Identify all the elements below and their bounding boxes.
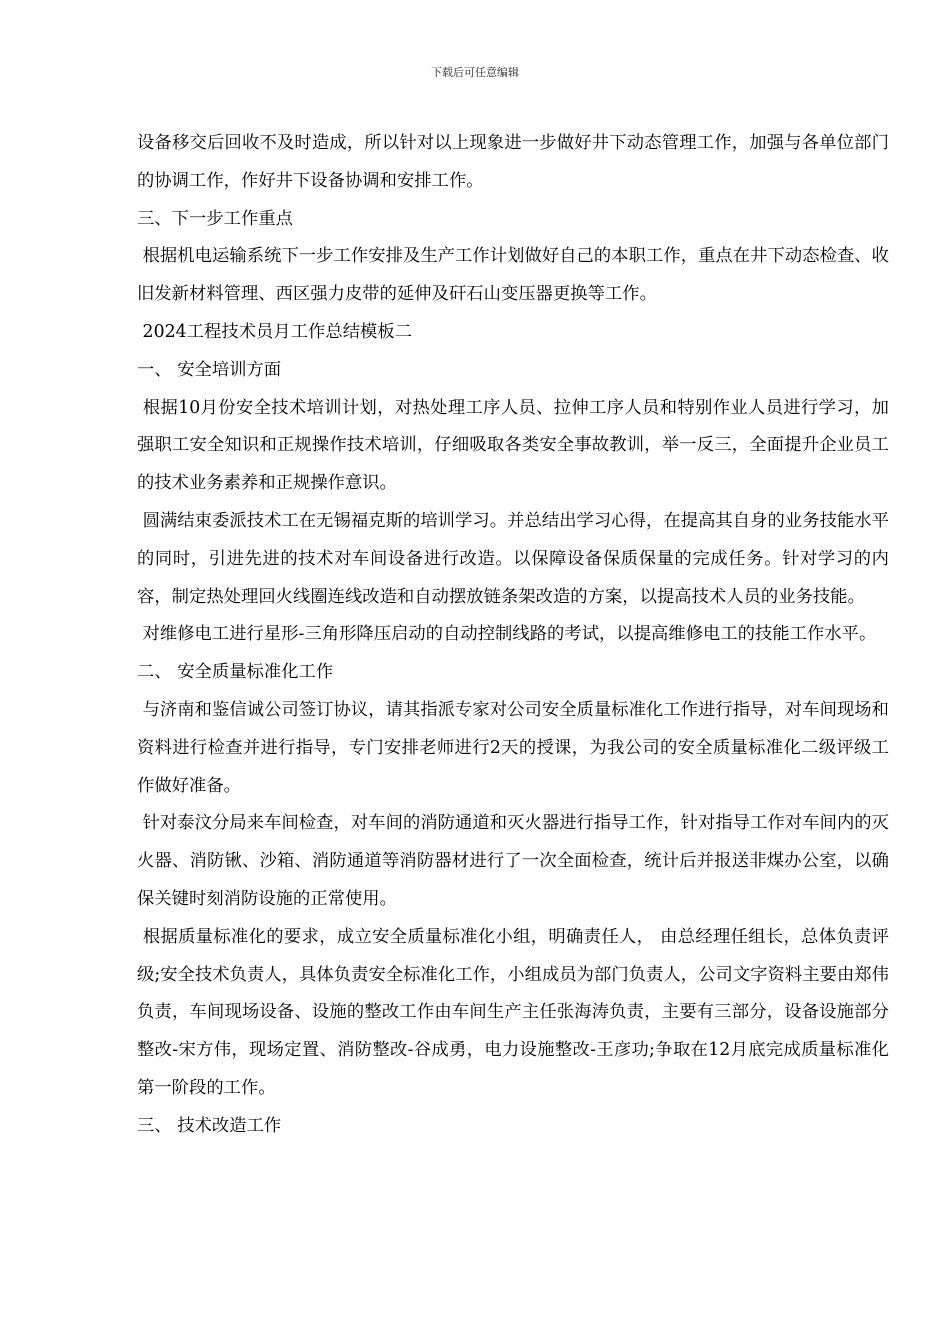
- page-header: 下载后可任意编辑: [431, 66, 519, 79]
- section-heading-safety-training: 一、 安全培训方面: [137, 359, 282, 380]
- paragraph: 根据质量标准化的要求，成立安全质量标准化小组，明确责任人， 由总经理任组长，总体负责评级;安全技术负责人，具体负责安全标准化工作，小组成员为部门负责人，公司文字资料主要由郑伟负责，车间现场设备、设施的整改工作由车间生产主任张海涛负责，主要有三部分，设备设施部分整改-宋方伟，现场定置、消防整改-谷成勇，电力设施整改-王彦功;争取在12月底完成质量标准化第一阶段的工作。: [137, 926, 889, 1098]
- section-heading-next-steps: 三、下一步工作重点: [137, 208, 293, 229]
- paragraph: 根据10月份安全技术培训计划，对热处理工序人员、拉伸工序人员和特别作业人员进行学习，加强职工安全知识和正规操作技术培训，仔细吸取各类安全事故教训，举一反三，全面提升企业员工的技术业务素养和正规操作意识。: [137, 397, 889, 494]
- paragraph: 圆满结束委派技术工在无锡福克斯的培训学习。并总结出学习心得，在提高其自身的业务技能水平的同时，引进先进的技术对车间设备进行改造。以保障设备保质保量的完成任务。针对学习的内容，制定热处理回火线圈连线改造和自动摆放链条架改造的方案，以提高技术人员的业务技能。: [137, 510, 889, 607]
- paragraph-continuation: 设备移交后回收不及时造成，所以针对以上现象进一步做好井下动态管理工作，加强与各单位部门的协调工作，作好井下设备协调和安排工作。: [137, 133, 889, 191]
- paragraph: 与济南和鉴信诚公司签订协议，请其指派专家对公司安全质量标准化工作进行指导，对车间现场和资料进行检查并进行指导，专门安排老师进行2天的授课，为我公司的安全质量标准化二级评级工作做好准备。: [137, 699, 889, 796]
- paragraph: 根据机电运输系统下一步工作安排及生产工作计划做好自己的本职工作，重点在井下动态检查、收旧发新材料管理、西区强力皮带的延伸及矸石山变压器更换等工作。: [137, 246, 889, 305]
- template-title: 2024工程技术员月工作总结模板二: [137, 321, 413, 342]
- paragraph: 对维修电工进行星形-三角形降压启动的自动控制线路的考试，以提高维修电工的技能工作水平。: [137, 624, 877, 645]
- paragraph: 针对泰汶分局来车间检查，对车间的消防通道和灭火器进行指导工作，针对指导工作对车间内的灭火器、消防锹、沙箱、消防通道等消防器材进行了一次全面检查，统计后并报送非煤办公室，以确保关键时刻消防设施的正常使用。: [137, 813, 889, 909]
- document-body: [137, 125, 889, 1146]
- section-heading-technical-renovation: 三、 技术改造工作: [137, 1115, 282, 1136]
- section-heading-quality-standardization: 二、 安全质量标准化工作: [137, 662, 334, 683]
